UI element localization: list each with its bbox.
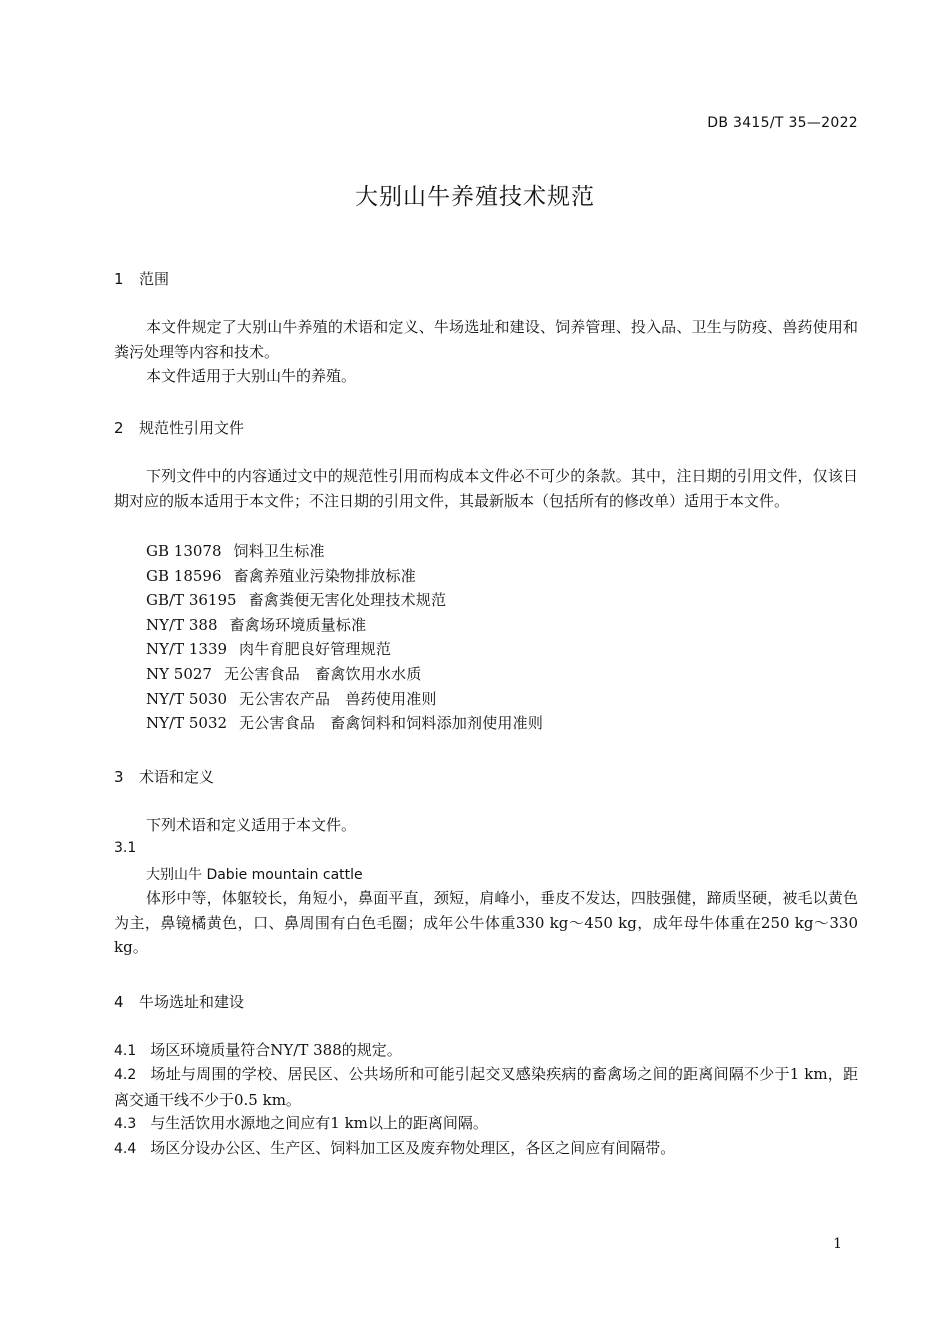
section-title: 规范性引用文件 — [139, 419, 245, 437]
clause-number: 4.4 — [114, 1141, 137, 1157]
reference-name: 无公害食品 畜禽饮用水水质 — [223, 664, 422, 683]
clause-text: 场址与周围的学校、居民区、公共场所和可能引起交叉感染疾病的畜禽场之间的距离间隔不少于1 km，距离交通干线不少于0.5 km。 — [114, 1065, 858, 1109]
clause-number: 4.1 — [114, 1043, 137, 1059]
clause-text: 场区环境质量符合NY/T 388的规定。 — [150, 1041, 402, 1059]
clause — [114, 1038, 858, 1064]
reference-name: 畜禽养殖业污染物排放标准 — [233, 566, 416, 585]
paragraph: 本文件规定了大别山牛养殖的术语和定义、牛场选址和建设、饲养管理、投入品、卫生与防疫、兽药使用和粪污处理等内容和技术。 — [114, 318, 858, 361]
document-code: DB 3415/T 35—2022 — [707, 115, 858, 131]
reference-item — [146, 711, 543, 736]
document-title: 大别山牛养殖技术规范 — [355, 184, 595, 210]
reference-item — [146, 613, 543, 638]
paragraph: 本文件适用于大别山牛的养殖。 — [146, 367, 357, 385]
reference-code: GB 13078 — [146, 542, 222, 560]
reference-item — [146, 662, 543, 687]
section-title: 术语和定义 — [139, 768, 215, 786]
term-name: 大别山牛 Dabie mountain cattle — [146, 867, 363, 883]
reference-name: 畜禽粪便无害化处理技术规范 — [248, 591, 447, 610]
reference-code: NY/T 5030 — [146, 689, 228, 708]
section-heading-site-selection — [114, 991, 244, 1012]
clause — [114, 1111, 858, 1137]
reference-name: 无公害食品 畜禽饲料和饲料添加剂使用准则 — [239, 714, 544, 733]
reference-item — [146, 588, 543, 613]
reference-code: NY 5027 — [146, 664, 212, 683]
section-title: 范围 — [139, 270, 170, 288]
section-number: 4 — [114, 993, 124, 1011]
term-number: 3.1 — [114, 840, 137, 856]
clause — [114, 1062, 858, 1112]
section-heading-normative-references — [114, 417, 244, 438]
reference-code: GB/T 36195 — [146, 591, 237, 610]
section-number: 1 — [114, 270, 124, 288]
reference-code: GB 18596 — [146, 566, 222, 585]
section-heading-scope — [114, 268, 169, 289]
clause-number: 4.2 — [114, 1067, 137, 1083]
clause-number: 4.3 — [114, 1116, 137, 1132]
reference-item — [146, 539, 543, 564]
reference-name: 畜禽场环境质量标准 — [229, 615, 367, 634]
reference-name: 无公害农产品 兽药使用准则 — [239, 689, 437, 708]
clause-text: 与生活饮用水源地之间应有1 km以上的距离间隔。 — [150, 1114, 488, 1132]
reference-item — [146, 637, 543, 662]
reference-item — [146, 564, 543, 589]
clause-text: 场区分设办公区、生产区、饲料加工区及废弃物处理区，各区之间应有间隔带。 — [150, 1139, 676, 1157]
paragraph: 下列文件中的内容通过文中的规范性引用而构成本文件必不可少的条款。其中，注日期的引用文件，仅该日期对应的版本适用于本文件；不注日期的引用文件，其最新版本（包括所有的修改单）适用于本文件。 — [114, 467, 858, 510]
section-number: 3 — [114, 768, 124, 786]
term-definition: 体形中等，体躯较长，角短小，鼻面平直，颈短，肩峰小，垂皮不发达，四肢强健，蹄质坚硬，被毛以黄色为主，鼻镜橘黄色，口、鼻周围有白色毛圈；成年公牛体重330 kg～450 kg，成年母牛体重在250 kg～330 kg。 — [114, 889, 858, 956]
reference-code: NY/T 1339 — [146, 640, 228, 659]
reference-code: NY/T 5032 — [146, 714, 228, 733]
paragraph: 下列术语和定义适用于本文件。 — [146, 816, 357, 834]
clause — [114, 1136, 858, 1162]
reference-item — [146, 687, 543, 712]
reference-code: NY/T 388 — [146, 615, 218, 634]
reference-list — [146, 539, 543, 736]
page-number: 1 — [833, 1236, 842, 1252]
reference-name: 饲料卫生标准 — [233, 542, 325, 560]
section-title: 牛场选址和建设 — [139, 993, 245, 1011]
reference-name: 肉牛育肥良好管理规范 — [239, 640, 392, 659]
section-heading-terms — [114, 766, 214, 787]
section-number: 2 — [114, 419, 124, 437]
